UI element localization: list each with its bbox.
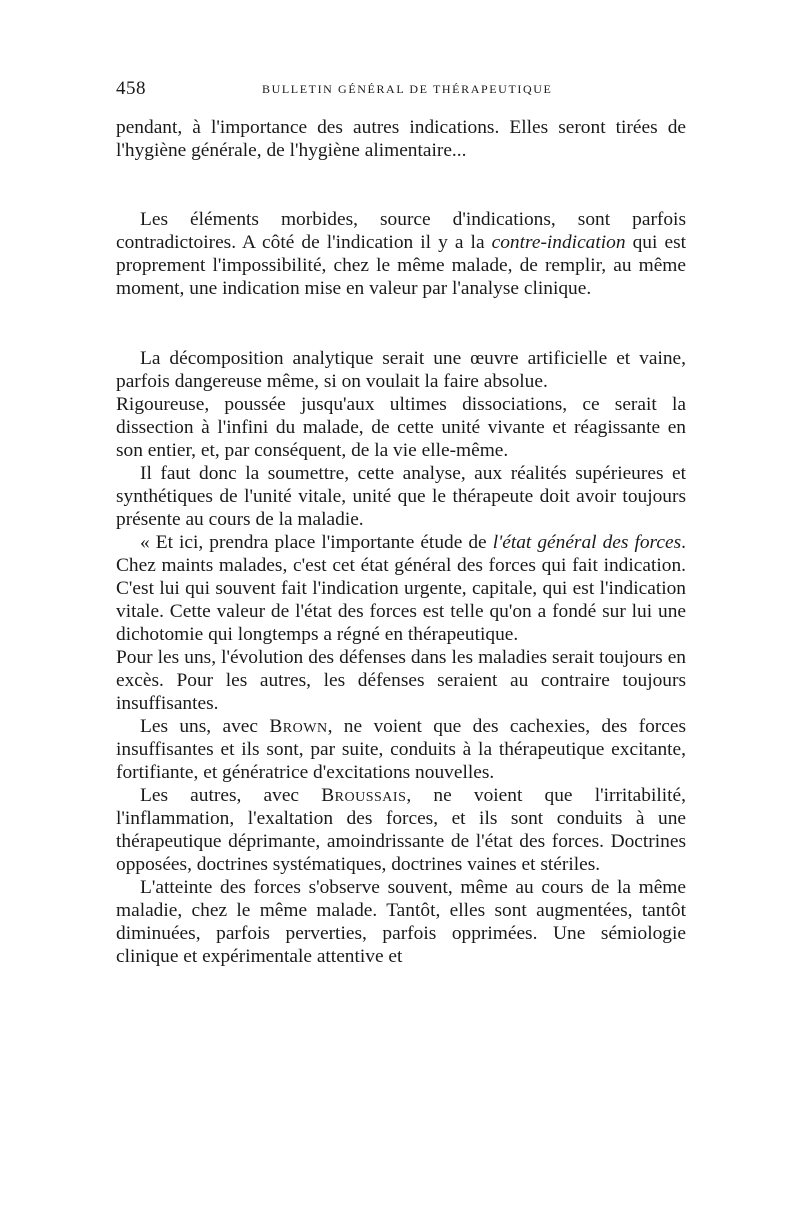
paragraph xyxy=(116,531,686,646)
page-number: 458 xyxy=(116,78,146,99)
paragraph-text: , ne voient que l'irritabilité, l'inflammation, l'exaltation des forces, et ils sont conduits à une thérapeutique déprimante, amoindrissante de l'état des forces. Doctrines opposées, doctrines systématiques, doctrines vaines et stériles. xyxy=(116,785,686,875)
author-name: Broussais xyxy=(321,785,407,806)
paragraph xyxy=(116,876,686,968)
paragraph-text: L'atteinte des forces s'observe souvent, même au cours de la même maladie, chez le même malade. Tantôt, elles sont augmentées, tantôt diminuées, parfois perverties, parfois opprimées. Une sémiologie clinique et expérimentale attentive et xyxy=(116,877,686,967)
paragraph-text: Pour les uns, l'évolution des défenses dans les maladies serait toujours en excès. Pour les autres, les défenses seraient au contraire toujours insuffisantes. xyxy=(116,647,686,714)
paragraph-text: Les éléments morbides, source d'indications, sont parfois contradictoires. A côté de l'indication il y a la xyxy=(116,209,686,253)
book-page xyxy=(116,78,686,968)
paragraph-text: Les autres, avec xyxy=(140,785,322,806)
paragraph xyxy=(116,646,686,715)
paragraph-text: pendant, à l'importance des autres indications. Elles seront tirées de l'hygiène générale, de l'hygiène alimentaire... xyxy=(116,117,686,161)
running-title: BULLETIN GÉNÉRAL DE THÉRAPEUTIQUE xyxy=(262,82,553,96)
italic-term: contre-indication xyxy=(491,232,626,253)
paragraph xyxy=(116,393,686,462)
paragraph-text: Il faut donc la soumettre, cette analyse, aux réalités supérieures et synthétiques de l'unité vitale, unité que le thérapeute doit avoir toujours présente au cours de la maladie. xyxy=(116,463,686,530)
paragraph-text: Rigoureuse, poussée jusqu'aux ultimes dissociations, ce serait la dissection à l'infini du malade, de cette unité vivante et réagissante en son entier, et, par conséquent, de la vie elle-même. xyxy=(116,394,686,461)
paragraph-text: La décomposition analytique serait une œuvre artificielle et vaine, parfois dangereuse même, si on voulait la faire absolue. xyxy=(116,348,686,392)
author-name: Brown xyxy=(269,716,328,737)
paragraph xyxy=(116,715,686,784)
paragraph xyxy=(116,116,686,162)
body-text xyxy=(116,116,686,968)
paragraph-text: , ne voient que des cachexies, des forces insuffisantes et ils sont, par suite, conduits à la thérapeutique excitante, fortifiante, et génératrice d'excitations nouvelles. xyxy=(116,716,686,783)
paragraph xyxy=(116,784,686,876)
paragraph xyxy=(116,462,686,531)
paragraph xyxy=(116,208,686,300)
italic-term: l'état général des forces xyxy=(492,532,682,553)
paragraph-text: « Et ici, prendra place l'importante étude de xyxy=(140,532,493,553)
paragraph-text: Les uns, avec xyxy=(140,716,270,737)
paragraph xyxy=(116,347,686,393)
paragraph-text: . Chez maints malades, c'est cet état général des forces qui fait indication. C'est lui qui souvent fait l'indication urgente, capitale, qui est l'indication vitale. Cette valeur de l'état des forces est telle qu'on a fondé sur lui une dichotomie qui longtemps a régné en thérapeutique. xyxy=(116,532,686,645)
paragraph-text: qui est proprement l'impossibilité, chez le même malade, de remplir, au même moment, une indication mise en valeur par l'analyse clinique. xyxy=(116,232,686,299)
running-header xyxy=(116,78,686,104)
